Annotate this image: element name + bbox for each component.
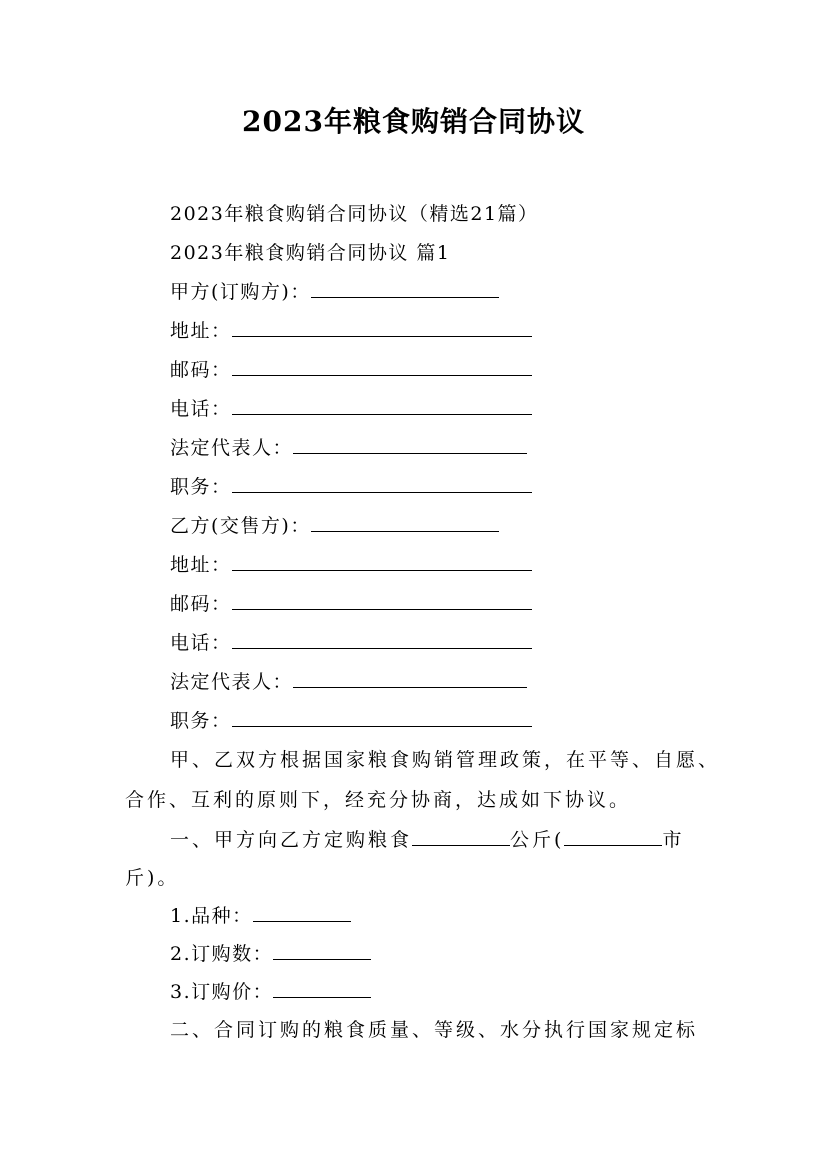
item-variety-blank: [253, 903, 351, 922]
party-b-legal-rep-label: 法定代表人：: [170, 671, 294, 693]
clause-1-prefix: 一、甲方向乙方定购粮食: [170, 829, 413, 851]
party-a-phone-row: [170, 394, 532, 421]
party-a-postcode-label: 邮码：: [170, 359, 232, 381]
document-title: 2023年粮食购销合同协议: [242, 105, 585, 138]
party-b-row: [170, 511, 499, 538]
clause-1-jin-blank: [564, 827, 662, 846]
party-a-phone-blank: [232, 396, 532, 415]
party-b-legal-rep-blank: [293, 669, 527, 688]
party-b-phone-row: [170, 628, 532, 655]
party-a-blank: [311, 279, 499, 298]
section-heading: 2023年粮食购销合同协议 篇1: [170, 242, 451, 264]
party-a-phone-label: 电话：: [170, 398, 232, 420]
party-b-position-row: [170, 706, 532, 733]
party-a-legal-rep-row: [170, 433, 527, 460]
item-variety-row: [170, 901, 351, 928]
party-b-phone-blank: [232, 630, 532, 649]
party-b-label: 乙方(交售方)：: [170, 515, 311, 537]
clause-1-unit-kg: 公斤(: [510, 829, 565, 851]
subtitle: 2023年粮食购销合同协议（精选21篇）: [170, 203, 539, 225]
intro-line-2: 合作、互利的原则下，经充分协商，达成如下协议。: [125, 789, 632, 811]
party-b-position-blank: [232, 708, 532, 727]
party-b-postcode-blank: [232, 591, 532, 610]
party-a-position-row: [170, 472, 532, 499]
clause-1-line-1: [170, 825, 684, 852]
clause-1-kg-blank: [412, 827, 510, 846]
party-a-position-label: 职务：: [170, 476, 232, 498]
item-price-blank: [273, 979, 371, 998]
party-b-postcode-row: [170, 589, 532, 616]
clause-2-line-1: 二、合同订购的粮食质量、等级、水分执行国家规定标: [170, 1019, 699, 1041]
party-a-label: 甲方(订购方)：: [170, 281, 311, 303]
party-a-address-blank: [232, 318, 532, 337]
party-a-position-blank: [232, 474, 532, 493]
item-quantity-label: 2.订购数：: [170, 943, 274, 965]
party-b-position-label: 职务：: [170, 710, 232, 732]
party-b-address-blank: [232, 552, 532, 571]
party-a-address-label: 地址：: [170, 320, 232, 342]
party-b-blank: [311, 513, 499, 532]
item-quantity-blank: [273, 941, 371, 960]
item-quantity-row: [170, 939, 371, 966]
party-a-postcode-row: [170, 355, 532, 382]
item-variety-label: 1.品种：: [170, 905, 253, 927]
party-a-row: [170, 277, 499, 304]
party-b-address-label: 地址：: [170, 554, 232, 576]
intro-line-1: 甲、乙双方根据国家粮食购销管理政策，在平等、自愿、: [170, 749, 721, 771]
clause-1-unit-shi: 市: [662, 829, 685, 851]
party-b-phone-label: 电话：: [170, 632, 232, 654]
party-a-address-row: [170, 316, 532, 343]
party-a-postcode-blank: [232, 357, 532, 376]
clause-1-line-2: 斤)。: [125, 867, 180, 889]
item-price-label: 3.订购价：: [170, 981, 274, 1003]
party-b-address-row: [170, 550, 532, 577]
party-a-legal-rep-blank: [293, 435, 527, 454]
party-b-legal-rep-row: [170, 667, 527, 694]
item-price-row: [170, 977, 371, 1004]
party-a-legal-rep-label: 法定代表人：: [170, 437, 294, 459]
party-b-postcode-label: 邮码：: [170, 593, 232, 615]
